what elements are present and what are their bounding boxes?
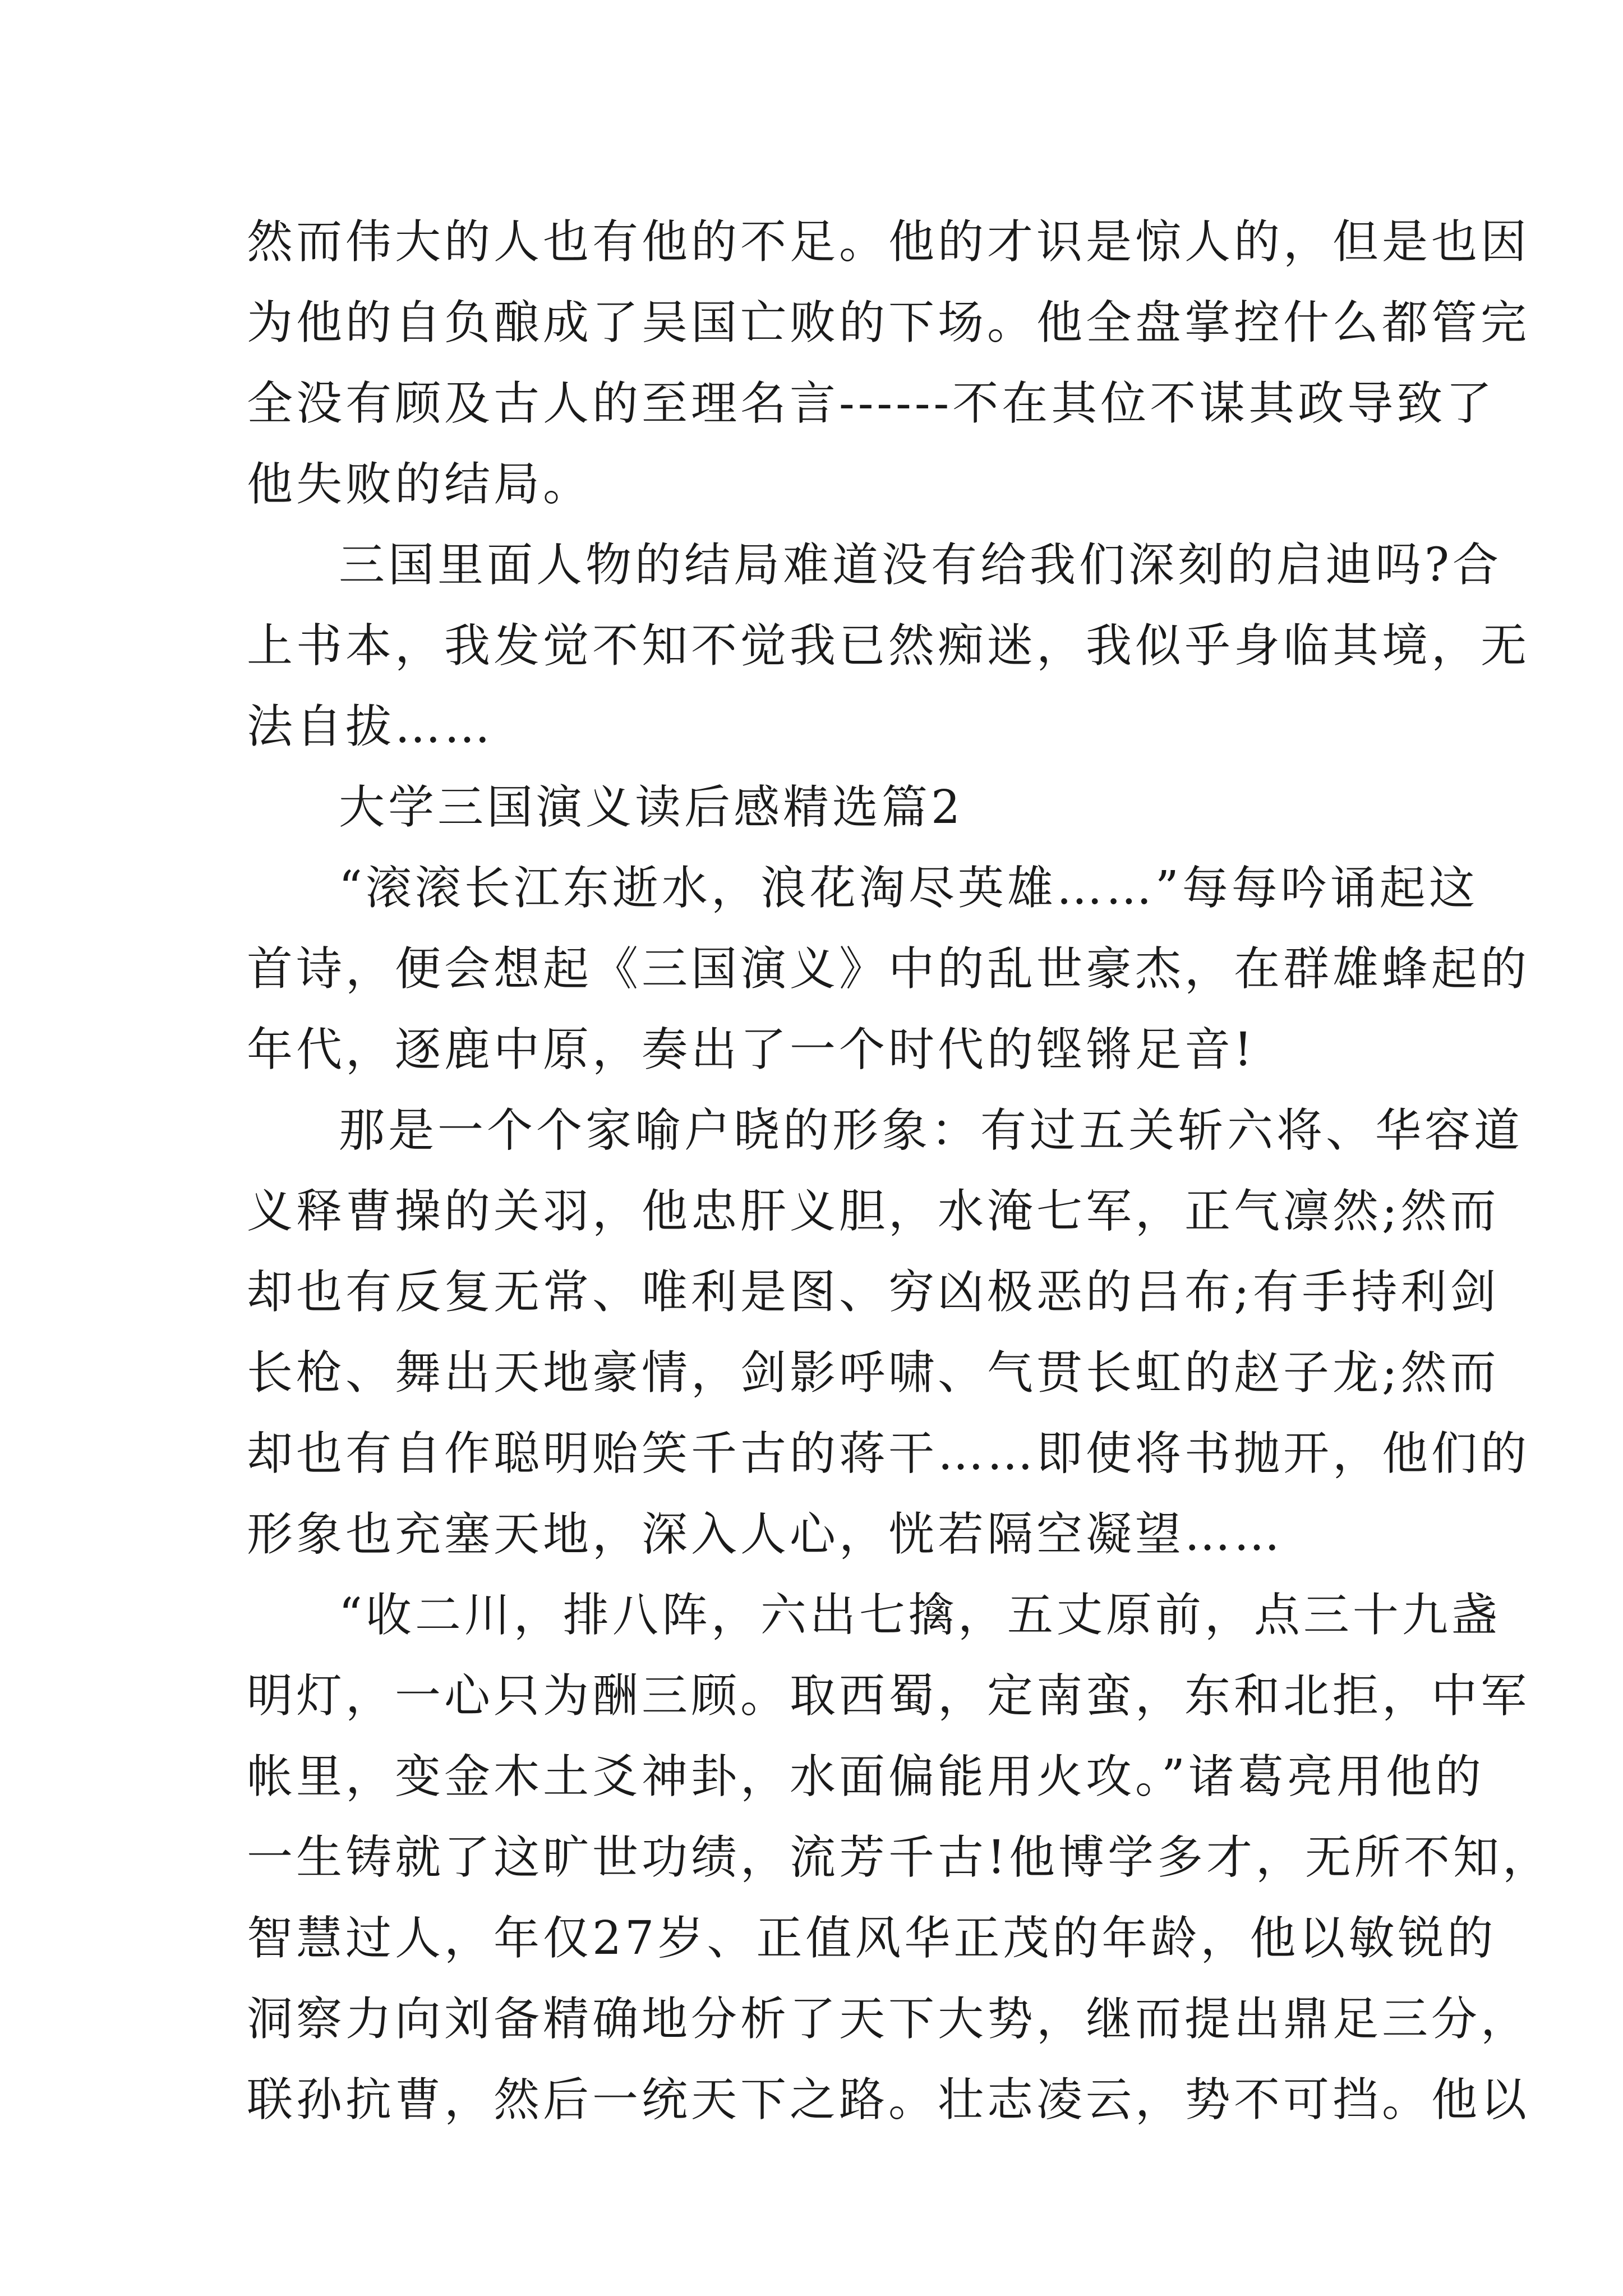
paragraph-1-line-4: 他失败的结局。	[247, 458, 593, 511]
section-heading: 大学三国演义读后感精选篇2	[339, 781, 964, 834]
paragraph-2-line-3: 法自拔……	[247, 700, 494, 753]
paragraph-5-line-2: 明灯，一心只为酬三顾。取西蜀，定南蛮，东和北拒，中军	[247, 1669, 1530, 1723]
paragraph-5-line-6: 洞察力向刘备精确地分析了天下大势，继而提出鼎足三分，	[247, 1993, 1530, 2046]
document-body	[247, 202, 1552, 2141]
paragraph-4-line-1: 那是一个个家喻户晓的形象：有过五关斩六将、华容道	[339, 1104, 1524, 1157]
paragraph-3-line-1: “滚滚长江东逝水，浪花淘尽英雄……”每每吟诵起这	[339, 862, 1478, 915]
paragraph-4-line-4: 长枪、舞出天地豪情，剑影呼啸、气贯长虹的赵子龙;然而	[247, 1346, 1500, 1400]
paragraph-2-line-1: 三国里面人物的结局难道没有给我们深刻的启迪吗?合	[339, 539, 1502, 592]
paragraph-1-line-3: 全没有顾及古人的至理名言------不在其位不谋其政导致了	[247, 377, 1496, 430]
paragraph-3-line-3: 年代，逐鹿中原，奏出了一个时代的铿锵足音!	[247, 1023, 1256, 1076]
paragraph-4-line-5: 却也有自作聪明贻笑千古的蒋干……即使将书抛开，他们的	[247, 1427, 1530, 1480]
paragraph-3-line-2: 首诗，便会想起《三国演义》中的乱世豪杰，在群雄蜂起的	[247, 942, 1530, 996]
paragraph-5-line-3: 帐里，变金木土爻神卦，水面偏能用火攻。”诸葛亮用他的	[247, 1750, 1484, 1803]
paragraph-1-line-1: 然而伟大的人也有他的不足。他的才识是惊人的，但是也因	[247, 215, 1530, 269]
paragraph-4-line-3: 却也有反复无常、唯利是图、穷凶极恶的吕布;有手持利剑	[247, 1266, 1500, 1319]
paragraph-2-line-2: 上书本，我发觉不知不觉我已然痴迷，我似乎身临其境，无	[247, 619, 1530, 673]
paragraph-5-line-1: “收二川，排八阵，六出七擒，五丈原前，点三十九盏	[339, 1589, 1501, 1642]
paragraph-4-line-6: 形象也充塞天地，深入人心，恍若隔空凝望……	[247, 1508, 1284, 1561]
paragraph-5-line-5: 智慧过人，年仅27岁、正值风华正茂的年龄，他以敏锐的	[247, 1912, 1497, 1965]
paragraph-4-line-2: 义释曹操的关羽，他忠肝义胆，水淹七军，正气凛然;然而	[247, 1185, 1500, 1238]
paragraph-5-line-4: 一生铸就了这旷世功绩，流芳千古!他博学多才，无所不知，	[247, 1831, 1552, 1884]
paragraph-5-line-7: 联孙抗曹，然后一统天下之路。壮志凌云，势不可挡。他以	[247, 2073, 1530, 2127]
paragraph-1-line-2: 为他的自负酿成了吴国亡败的下场。他全盘掌控什么都管完	[247, 296, 1530, 349]
